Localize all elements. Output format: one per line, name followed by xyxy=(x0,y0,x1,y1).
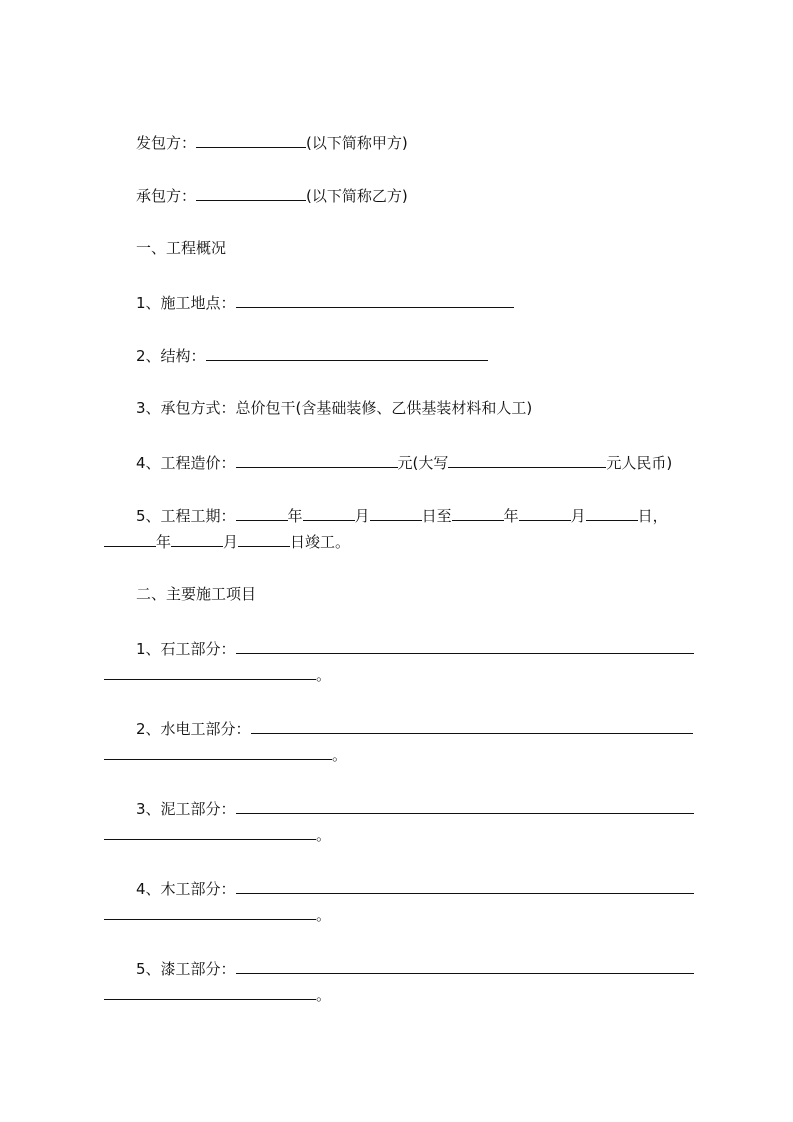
carpentry-line xyxy=(136,878,702,898)
painting-end-mark: 。 xyxy=(316,986,332,1004)
painting-continuation xyxy=(104,984,331,1004)
end-year-unit: 年 xyxy=(503,507,519,525)
plumbing-electrical-line xyxy=(136,718,702,738)
project-cost-line xyxy=(136,452,672,472)
party-a-label: 发包方： xyxy=(136,134,197,152)
carpentry-field-continued[interactable] xyxy=(104,904,316,920)
plumbing-electrical-continuation xyxy=(104,744,347,764)
party-b-label: 承包方： xyxy=(136,187,197,205)
painting-field-continued[interactable] xyxy=(104,984,316,1000)
project-cost-capital-field[interactable] xyxy=(448,452,606,468)
structure-field[interactable] xyxy=(206,345,488,361)
carpentry-continuation xyxy=(104,904,331,924)
start-year-field[interactable] xyxy=(236,505,288,521)
party-b-suffix: (以下简称乙方) xyxy=(306,187,408,205)
plumbing-electrical-field[interactable] xyxy=(251,718,693,734)
construction-period-label: 5、工程工期： xyxy=(136,507,236,525)
project-cost-amount-field[interactable] xyxy=(236,452,398,468)
masonry-continuation xyxy=(104,824,331,844)
masonry-field-continued[interactable] xyxy=(104,824,316,840)
project-cost-label: 4、工程造价： xyxy=(136,454,236,472)
painting-line xyxy=(136,958,702,978)
carpentry-end-mark: 。 xyxy=(316,906,332,924)
completion-day-unit: 日竣工。 xyxy=(290,533,351,551)
painting-field[interactable] xyxy=(236,958,694,974)
start-month-unit: 月 xyxy=(354,507,370,525)
completion-month-unit: 月 xyxy=(223,533,239,551)
carpentry-field[interactable] xyxy=(236,878,694,894)
completion-year-field[interactable] xyxy=(104,531,156,547)
construction-period-line xyxy=(136,505,668,525)
party-a-line xyxy=(136,132,408,152)
completion-day-field[interactable] xyxy=(238,531,290,547)
project-cost-close: 元人民币) xyxy=(606,454,673,472)
end-day-field[interactable] xyxy=(586,505,638,521)
stonework-label: 1、石工部分： xyxy=(136,640,236,658)
section-2-heading: 二、主要施工项目 xyxy=(136,585,257,603)
masonry-end-mark: 。 xyxy=(316,826,332,844)
construction-site-field[interactable] xyxy=(236,292,514,308)
start-day-field[interactable] xyxy=(370,505,422,521)
plumbing-electrical-end-mark: 。 xyxy=(332,746,348,764)
structure-label: 2、结构： xyxy=(136,347,206,365)
contract-method-line: 3、承包方式：总价包干(含基础装修、乙供基装材料和人工) xyxy=(136,399,533,417)
construction-site-label: 1、施工地点： xyxy=(136,294,236,312)
masonry-line xyxy=(136,798,702,818)
completion-month-field[interactable] xyxy=(171,531,223,547)
end-day-unit: 日， xyxy=(637,507,668,525)
completion-year-unit: 年 xyxy=(156,533,172,551)
end-month-field[interactable] xyxy=(519,505,571,521)
stonework-end-mark: 。 xyxy=(316,666,332,684)
end-year-field[interactable] xyxy=(452,505,504,521)
start-year-unit: 年 xyxy=(287,507,303,525)
start-month-field[interactable] xyxy=(303,505,355,521)
party-b-name-field[interactable] xyxy=(196,185,306,201)
project-cost-yuan-open: 元(大写 xyxy=(397,454,449,472)
party-a-name-field[interactable] xyxy=(196,132,306,148)
plumbing-electrical-field-continued[interactable] xyxy=(104,744,332,760)
construction-site-line xyxy=(136,292,514,312)
start-day-unit: 日至 xyxy=(421,507,452,525)
stonework-field-continued[interactable] xyxy=(104,664,316,680)
structure-line xyxy=(136,345,488,365)
party-a-suffix: (以下简称甲方) xyxy=(306,134,408,152)
masonry-field[interactable] xyxy=(236,798,694,814)
completion-date-line xyxy=(104,531,350,551)
stonework-line xyxy=(136,638,702,658)
stonework-field[interactable] xyxy=(236,638,694,654)
carpentry-label: 4、木工部分： xyxy=(136,880,236,898)
plumbing-electrical-label: 2、水电工部分： xyxy=(136,720,251,738)
masonry-label: 3、泥工部分： xyxy=(136,800,236,818)
painting-label: 5、漆工部分： xyxy=(136,960,236,978)
party-b-line xyxy=(136,185,408,205)
section-1-heading: 一、工程概况 xyxy=(136,239,227,257)
end-month-unit: 月 xyxy=(570,507,586,525)
stonework-continuation xyxy=(104,664,331,684)
